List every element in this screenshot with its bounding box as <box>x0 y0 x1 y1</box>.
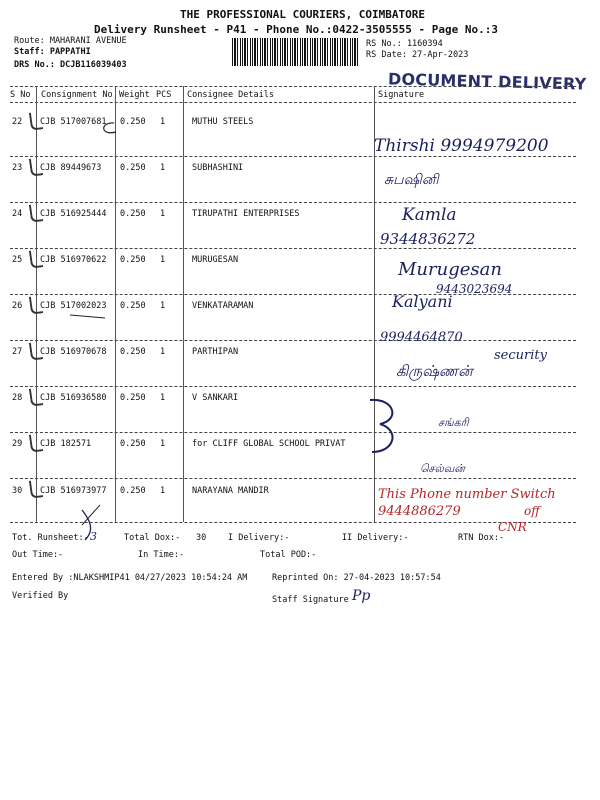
row-pcs: 1 <box>160 255 166 265</box>
staff-signature-label: Staff Signature <box>272 595 349 605</box>
row-consignee: MUTHU STEELS <box>192 117 254 127</box>
row-consignee: TIRUPATHI ENTERPRISES <box>192 209 300 219</box>
rtn-dox-label: RTN Dox:- <box>458 533 505 543</box>
handwritten-signature: சுபஷினி <box>384 172 439 188</box>
entered-by: Entered By :NLAKSHMIP41 04/27/2023 10:54:24 AM <box>12 573 248 583</box>
handwritten-signature: சங்கரி <box>438 416 469 429</box>
company-title: THE PROFESSIONAL COURIERS, COIMBATORE <box>180 8 426 21</box>
handwritten-note: This Phone number Switch <box>378 487 556 502</box>
handwritten-note: off <box>524 504 540 518</box>
row-weight: 0.250 <box>120 209 146 219</box>
row-consignment: CJB 516973977 <box>40 486 107 496</box>
staff-signature-mark: Pp <box>352 588 371 604</box>
row-sno: 26 <box>12 301 23 311</box>
row-consignee: VENKATARAMAN <box>192 301 254 311</box>
rs-number: RS No.: 1160394 <box>366 39 443 49</box>
out-time-label: Out Time:- <box>12 550 64 560</box>
row-consignment: CJB 516970678 <box>40 347 107 357</box>
runsheet-subtitle: Delivery Runsheet - P41 - Phone No.:0422-3505555 - Page No.:3 <box>94 23 498 36</box>
total-dox-value: 30 <box>196 533 207 543</box>
row-pcs: 1 <box>160 163 166 173</box>
row-weight: 0.250 <box>120 347 146 357</box>
rs-date: RS Date: 27-Apr-2023 <box>366 50 469 60</box>
handwritten-signature: Kamla <box>402 205 457 225</box>
row-weight: 0.250 <box>120 393 146 403</box>
handwritten-runsheet-count: 3 <box>90 530 97 543</box>
row-consignee: NARAYANA MANDIR <box>192 486 269 496</box>
row-consignment: CJB 516970622 <box>40 255 107 265</box>
handwritten-signature: Thirshi 9994979200 <box>374 136 549 156</box>
row-sno: 30 <box>12 486 23 496</box>
row-sno: 24 <box>12 209 23 219</box>
handwritten-phone: 9443023694 <box>436 282 513 296</box>
drs-number: DRS No.: DCJB116039403 <box>14 60 127 70</box>
row-pcs: 1 <box>160 209 166 219</box>
row-weight: 0.250 <box>120 439 146 449</box>
row-consignment: CJB 517007681 <box>40 117 107 127</box>
handwritten-signature: Murugesan <box>398 259 502 280</box>
row-weight: 0.250 <box>120 163 146 173</box>
row-consignee: PARTHIPAN <box>192 347 239 357</box>
col-signature: Signature <box>378 90 425 100</box>
row-consignment: CJB 517002023 <box>40 301 107 311</box>
row-consignment: CJB 516936580 <box>40 393 107 403</box>
row-consignee: MURUGESAN <box>192 255 239 265</box>
handwritten-phone: 9344836272 <box>380 230 476 248</box>
route-label: Route: MAHARANI AVENUE <box>14 36 127 46</box>
handwritten-note: CNR <box>498 520 527 534</box>
row-weight: 0.250 <box>120 255 146 265</box>
row-weight: 0.250 <box>120 486 146 496</box>
row-consignee: SUBHASHINI <box>192 163 244 173</box>
col-consignment: Consignment No <box>41 90 113 100</box>
row-sno: 28 <box>12 393 23 403</box>
verified-by-label: Verified By <box>12 591 69 601</box>
i-delivery-label: I Delivery:- <box>228 533 290 543</box>
handwritten-phone: 9444886279 <box>378 504 461 519</box>
row-sno: 22 <box>12 117 23 127</box>
col-consignee: Consignee Details <box>187 90 274 100</box>
row-pcs: 1 <box>160 439 166 449</box>
row-pcs: 1 <box>160 117 166 127</box>
row-sno: 23 <box>12 163 23 173</box>
handwritten-signature: கிருஷ்ணன் <box>396 362 473 380</box>
row-sno: 29 <box>12 439 23 449</box>
ii-delivery-label: II Delivery:- <box>342 533 409 543</box>
total-pod-label: Total POD:- <box>260 550 317 560</box>
total-dox-label: Total Dox:- <box>124 533 181 543</box>
row-consignee: V SANKARI <box>192 393 239 403</box>
row-sno: 25 <box>12 255 23 265</box>
row-consignment: CJB 182571 <box>40 439 92 449</box>
row-pcs: 1 <box>160 393 166 403</box>
row-consignee: for CLIFF GLOBAL SCHOOL PRIVAT <box>192 439 346 449</box>
handwritten-signature: Kalyani <box>392 292 453 311</box>
document-delivery-stamp: DOCUMENT DELIVERY <box>387 69 587 94</box>
col-weight: Weight <box>119 90 150 100</box>
tot-runsheet-label: Tot. Runsheet:- <box>12 533 89 543</box>
handwritten-phone: 9994464870 <box>380 330 463 345</box>
in-time-label: In Time:- <box>138 550 185 560</box>
reprinted-on: Reprinted On: 27-04-2023 10:57:54 <box>272 573 441 583</box>
handwritten-signature: செல்வன் <box>420 462 465 475</box>
staff-label: Staff: PAPPATHI <box>14 47 91 57</box>
row-consignment: CJB 89449673 <box>40 163 102 173</box>
row-pcs: 1 <box>160 301 166 311</box>
row-pcs: 1 <box>160 347 166 357</box>
row-weight: 0.250 <box>120 117 146 127</box>
col-pcs: PCS <box>156 90 172 100</box>
row-pcs: 1 <box>160 486 166 496</box>
row-sno: 27 <box>12 347 23 357</box>
row-consignment: CJB 516925444 <box>40 209 107 219</box>
row-weight: 0.250 <box>120 301 146 311</box>
handwritten-note: security <box>494 348 547 363</box>
col-sno: S No <box>10 90 31 100</box>
